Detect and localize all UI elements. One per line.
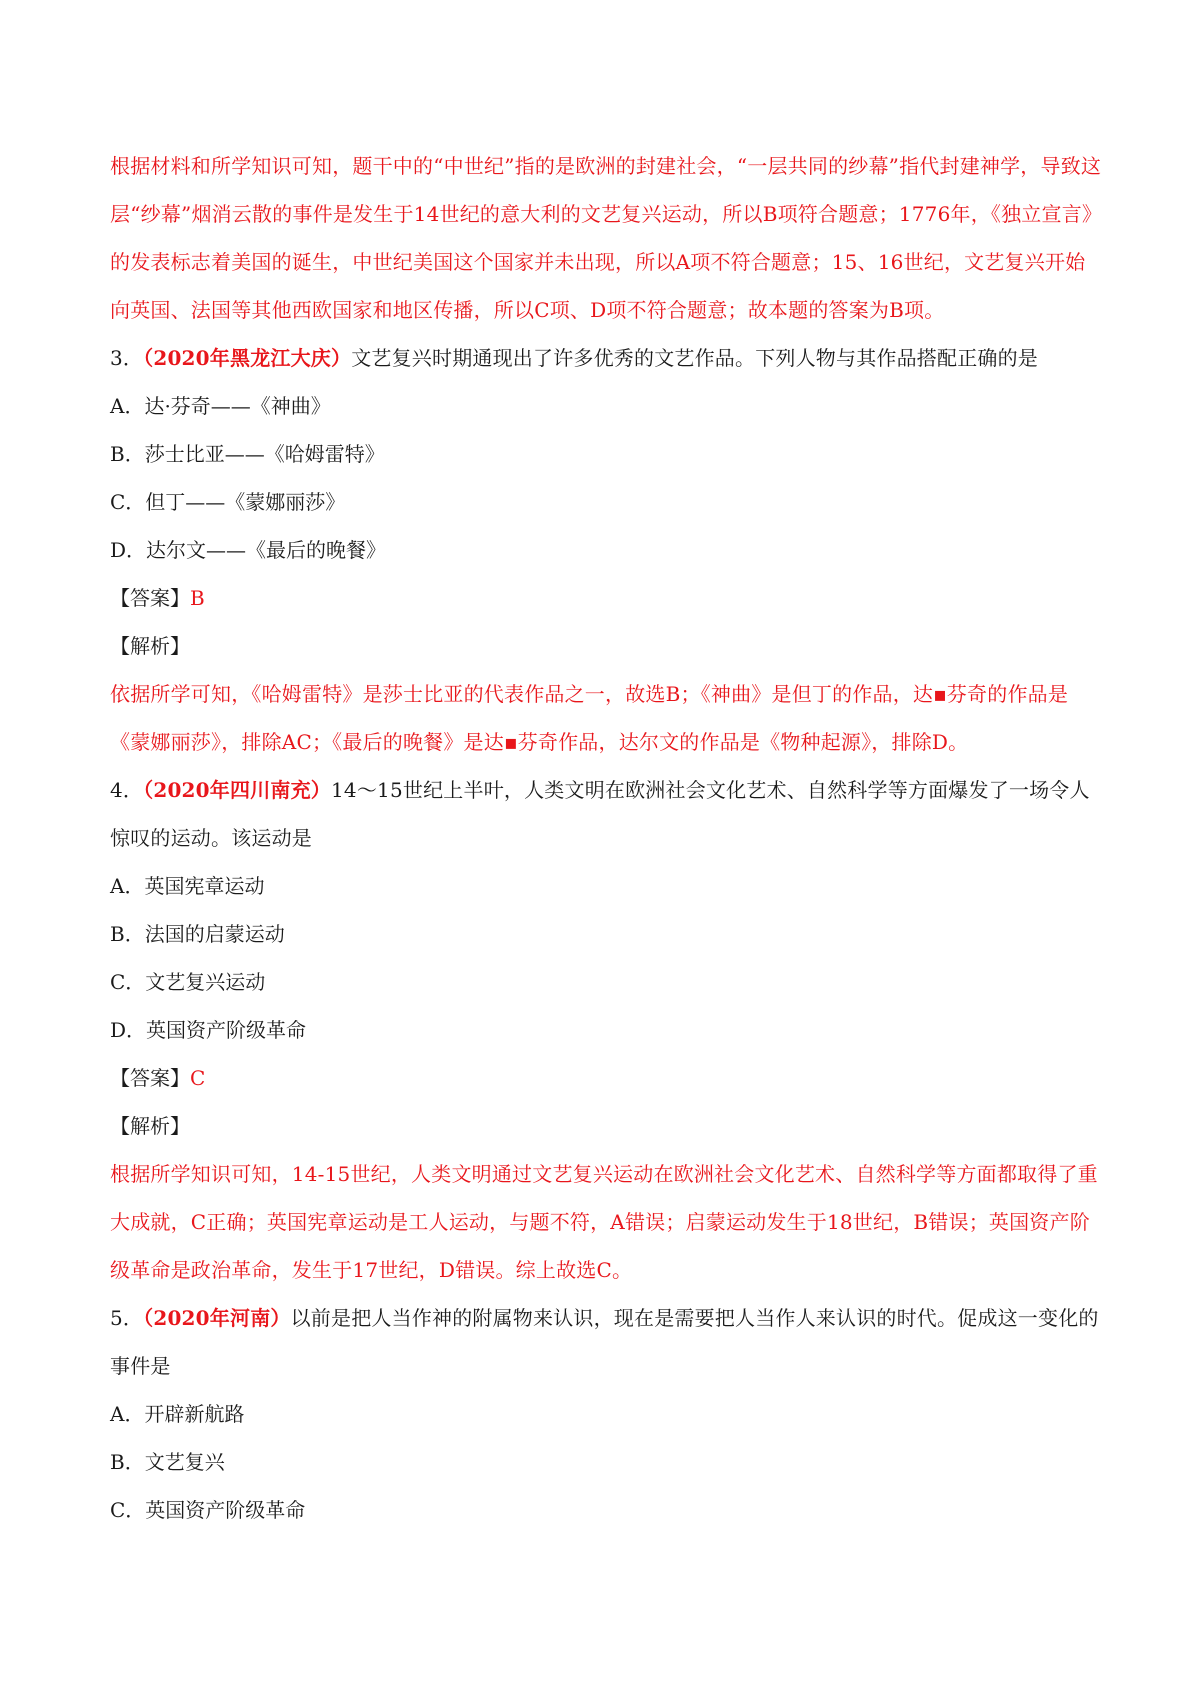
question-4-option-d: D．英国资产阶级革命 <box>110 1018 307 1042</box>
question-4-option-a: A．英国宪章运动 <box>110 874 265 898</box>
question-4 <box>110 766 1102 862</box>
question-4-answer-value: C <box>190 1066 206 1090</box>
question-3-option-b: B．莎士比亚——《哈姆雷特》 <box>110 442 385 466</box>
question-3-analysis: 依据所学可知，《哈姆雷特》是莎士比亚的代表作品之一，故选B；《神曲》是但丁的作品，达▪芬奇的作品是《蒙娜丽莎》，排除AC；《最后的晚餐》是达▪芬奇作品，达尔文的作品是《物种起源》，排除D。 <box>110 682 1069 754</box>
question-4-number: 4． <box>110 778 144 802</box>
question-4-answer <box>110 1054 1102 1102</box>
question-3-number: 3． <box>110 346 144 370</box>
question-3-option-d: D．达尔文——《最后的晚餐》 <box>110 538 387 562</box>
question-5-option-c: C．英国资产阶级革命 <box>110 1498 306 1522</box>
question-5-source: （2020年河南） <box>143 1306 291 1330</box>
answer-label: 【答案】 <box>110 586 190 610</box>
question-3 <box>110 334 1102 382</box>
question-3-stem: 文艺复兴时期通现出了许多优秀的文艺作品。下列人物与其作品搭配正确的是 <box>351 346 1039 370</box>
question-4-source: （2020年四川南充） <box>143 778 331 802</box>
question-5-option-a: A．开辟新航路 <box>110 1402 245 1426</box>
question-4-analysis-label: 【解析】 <box>110 1114 190 1138</box>
question-4-stem: 14～15世纪上半叶，人类文明在欧洲社会文化艺术、自然科学等方面爆发了一场令人惊叹的运动。该运动是 <box>110 778 1090 850</box>
question-4-analysis: 根据所学知识可知，14-15世纪，人类文明通过文艺复兴运动在欧洲社会文化艺术、自然科学等方面都取得了重大成就，C正确；英国宪章运动是工人运动，与题不符，A错误；启蒙运动发生于18世纪，B错误；英国资产阶级革命是政治革命，发生于17世纪，D错误。综上故选C。 <box>110 1162 1098 1282</box>
intro-explanation: 根据材料和所学知识可知，题干中的“中世纪”指的是欧洲的封建社会，“一层共同的纱幕”指代封建神学，导致这层“纱幕”烟消云散的事件是发生于14世纪的意大利的文艺复兴运动，所以B项符合题意；1776年，《独立宣言》的发表标志着美国的诞生，中世纪美国这个国家并未出现，所以A项不符合题意；15、16世纪，文艺复兴开始向英国、法国等其他西欧国家和地区传播，所以C项、D项不符合题意；故本题的答案为B项。 <box>110 154 1102 322</box>
question-4-option-b: B．法国的启蒙运动 <box>110 922 285 946</box>
question-5-stem: 以前是把人当作神的附属物来认识，现在是需要把人当作人来认识的时代。促成这一变化的事件是 <box>110 1306 1099 1378</box>
question-5-number: 5． <box>110 1306 144 1330</box>
question-3-answer <box>110 574 1102 622</box>
answer-label: 【答案】 <box>110 1066 190 1090</box>
question-3-analysis-label: 【解析】 <box>110 634 190 658</box>
question-4-option-c: C．文艺复兴运动 <box>110 970 266 994</box>
question-3-answer-value: B <box>190 586 205 610</box>
question-5 <box>110 1294 1102 1390</box>
question-5-option-b: B．文艺复兴 <box>110 1450 225 1474</box>
question-3-option-a: A．达·芬奇——《神曲》 <box>110 394 331 418</box>
question-3-source: （2020年黑龙江大庆） <box>143 346 352 370</box>
question-3-option-c: C．但丁——《蒙娜丽莎》 <box>110 490 346 514</box>
